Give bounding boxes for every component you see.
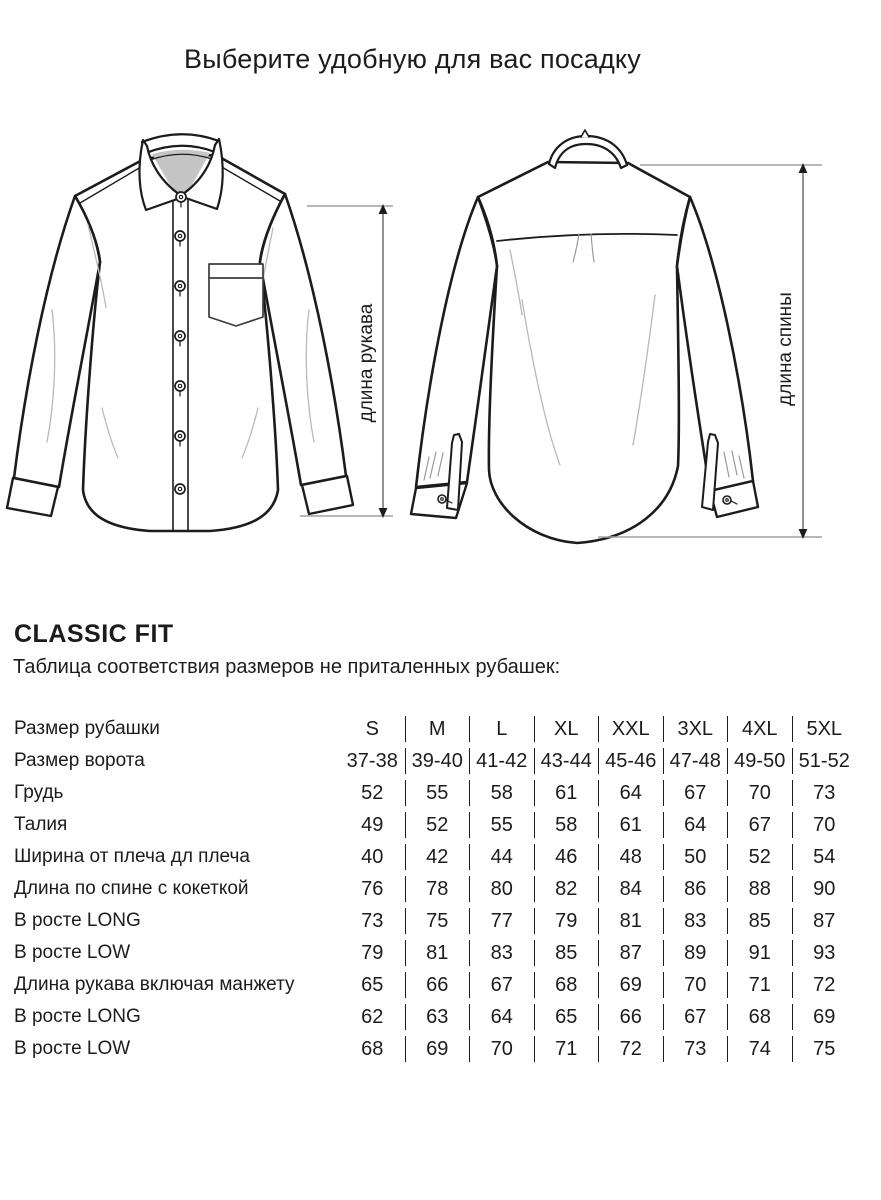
row-label: Размер рубашки [14, 718, 160, 739]
cell: 72 [598, 1036, 663, 1062]
cell: 67 [663, 1004, 728, 1030]
cell: 93 [792, 940, 857, 966]
cell: 74 [727, 1036, 792, 1062]
cell: 39-40 [405, 748, 470, 774]
row-label: В росте LOW [14, 1038, 131, 1059]
cell: 58 [469, 780, 534, 806]
cell: 64 [469, 1004, 534, 1030]
back-length-label: длина спины [775, 292, 796, 406]
cell: 49-50 [727, 748, 792, 774]
cell: 65 [534, 1004, 599, 1030]
cell: 67 [663, 780, 728, 806]
cell: 71 [727, 972, 792, 998]
cell: 64 [598, 780, 663, 806]
cell: 73 [792, 780, 857, 806]
table-row-back-length [14, 876, 856, 902]
cell: 88 [727, 876, 792, 902]
table-row-shirt-size [14, 716, 856, 742]
row-label: В росте LOW [14, 942, 131, 963]
cell: 79 [361, 941, 384, 964]
cell: S [365, 717, 379, 740]
table-row-collar-size [14, 748, 856, 774]
row-label: В росте LONG [14, 910, 141, 931]
cell: 40 [361, 845, 384, 868]
cell: 71 [534, 1036, 599, 1062]
cell: 70 [792, 812, 857, 838]
cell: 68 [727, 1004, 792, 1030]
cell: 83 [469, 940, 534, 966]
cell: 70 [663, 972, 728, 998]
cell: 41-42 [469, 748, 534, 774]
back-shirt-drawing [411, 130, 758, 543]
cell: 82 [534, 876, 599, 902]
cell: 66 [598, 1004, 663, 1030]
cell: 76 [361, 877, 384, 900]
cell: 64 [663, 812, 728, 838]
cell: 85 [534, 940, 599, 966]
table-row-height-low-1 [14, 940, 856, 966]
cell: 5XL [792, 716, 857, 742]
cell: 81 [405, 940, 470, 966]
cell: 3XL [663, 716, 728, 742]
fit-subtitle: Таблица соответствия размеров не приталенных рубашек: [13, 656, 561, 678]
size-table [14, 710, 856, 1068]
cell: 67 [727, 812, 792, 838]
cell: 80 [469, 876, 534, 902]
cell: 77 [469, 908, 534, 934]
cell: 49 [361, 813, 384, 836]
cell: 52 [405, 812, 470, 838]
cell: 66 [405, 972, 470, 998]
cell: 81 [598, 908, 663, 934]
cell: 69 [405, 1036, 470, 1062]
cell: 91 [727, 940, 792, 966]
page-title: Выберите удобную для вас посадку [184, 44, 641, 74]
cell: 70 [727, 780, 792, 806]
cell: 37-38 [346, 749, 398, 772]
row-label: Ширина от плеча дл плеча [14, 846, 250, 867]
cell: 78 [405, 876, 470, 902]
row-label: В росте LONG [14, 1006, 141, 1027]
cell: 43-44 [534, 748, 599, 774]
fit-heading: CLASSIC FIT [14, 620, 174, 648]
cell: 69 [598, 972, 663, 998]
cell: 47-48 [663, 748, 728, 774]
cell: XL [534, 716, 599, 742]
cell: 65 [361, 973, 384, 996]
cell: 55 [469, 812, 534, 838]
cell: 73 [663, 1036, 728, 1062]
cell: 62 [361, 1005, 384, 1028]
cell: 48 [598, 844, 663, 870]
cell: 87 [598, 940, 663, 966]
cell: XXL [598, 716, 663, 742]
cell: 63 [405, 1004, 470, 1030]
row-label: Размер ворота [14, 750, 145, 771]
row-label: Грудь [14, 782, 64, 803]
cell: 75 [792, 1036, 857, 1062]
cell: 51-52 [792, 748, 857, 774]
cell: 54 [792, 844, 857, 870]
cell: 42 [405, 844, 470, 870]
table-row-waist [14, 812, 856, 838]
row-label: Талия [14, 814, 68, 835]
cell: L [469, 716, 534, 742]
cell: 84 [598, 876, 663, 902]
cell: 90 [792, 876, 857, 902]
cell: 52 [361, 781, 384, 804]
cell: 68 [534, 972, 599, 998]
table-row-height-long-2 [14, 1004, 856, 1030]
cell: 85 [727, 908, 792, 934]
row-label: Длина рукава включая манжету [14, 974, 295, 995]
front-shirt-drawing [7, 134, 353, 531]
cell: 75 [405, 908, 470, 934]
cell: 52 [727, 844, 792, 870]
cell: 83 [663, 908, 728, 934]
table-row-height-long-1 [14, 908, 856, 934]
cell: 45-46 [598, 748, 663, 774]
cell: 46 [534, 844, 599, 870]
cell: 58 [534, 812, 599, 838]
cell: 55 [405, 780, 470, 806]
cell: 61 [598, 812, 663, 838]
table-row-sleeve-length [14, 972, 856, 998]
cell: 73 [361, 909, 384, 932]
table-row-shoulder-width [14, 844, 856, 870]
sleeve-length-label: длина рукава [356, 303, 377, 423]
cell: 50 [663, 844, 728, 870]
cell: M [405, 716, 470, 742]
cell: 4XL [727, 716, 792, 742]
cell: 72 [792, 972, 857, 998]
cell: 87 [792, 908, 857, 934]
cell: 89 [663, 940, 728, 966]
cell: 68 [361, 1037, 384, 1060]
cell: 86 [663, 876, 728, 902]
row-label: Длина по спине с кокеткой [14, 878, 249, 899]
cell: 44 [469, 844, 534, 870]
table-row-height-low-2 [14, 1036, 856, 1062]
table-row-chest [14, 780, 856, 806]
cell: 69 [792, 1004, 857, 1030]
cell: 67 [469, 972, 534, 998]
cell: 61 [534, 780, 599, 806]
cell: 70 [469, 1036, 534, 1062]
cell: 79 [534, 908, 599, 934]
